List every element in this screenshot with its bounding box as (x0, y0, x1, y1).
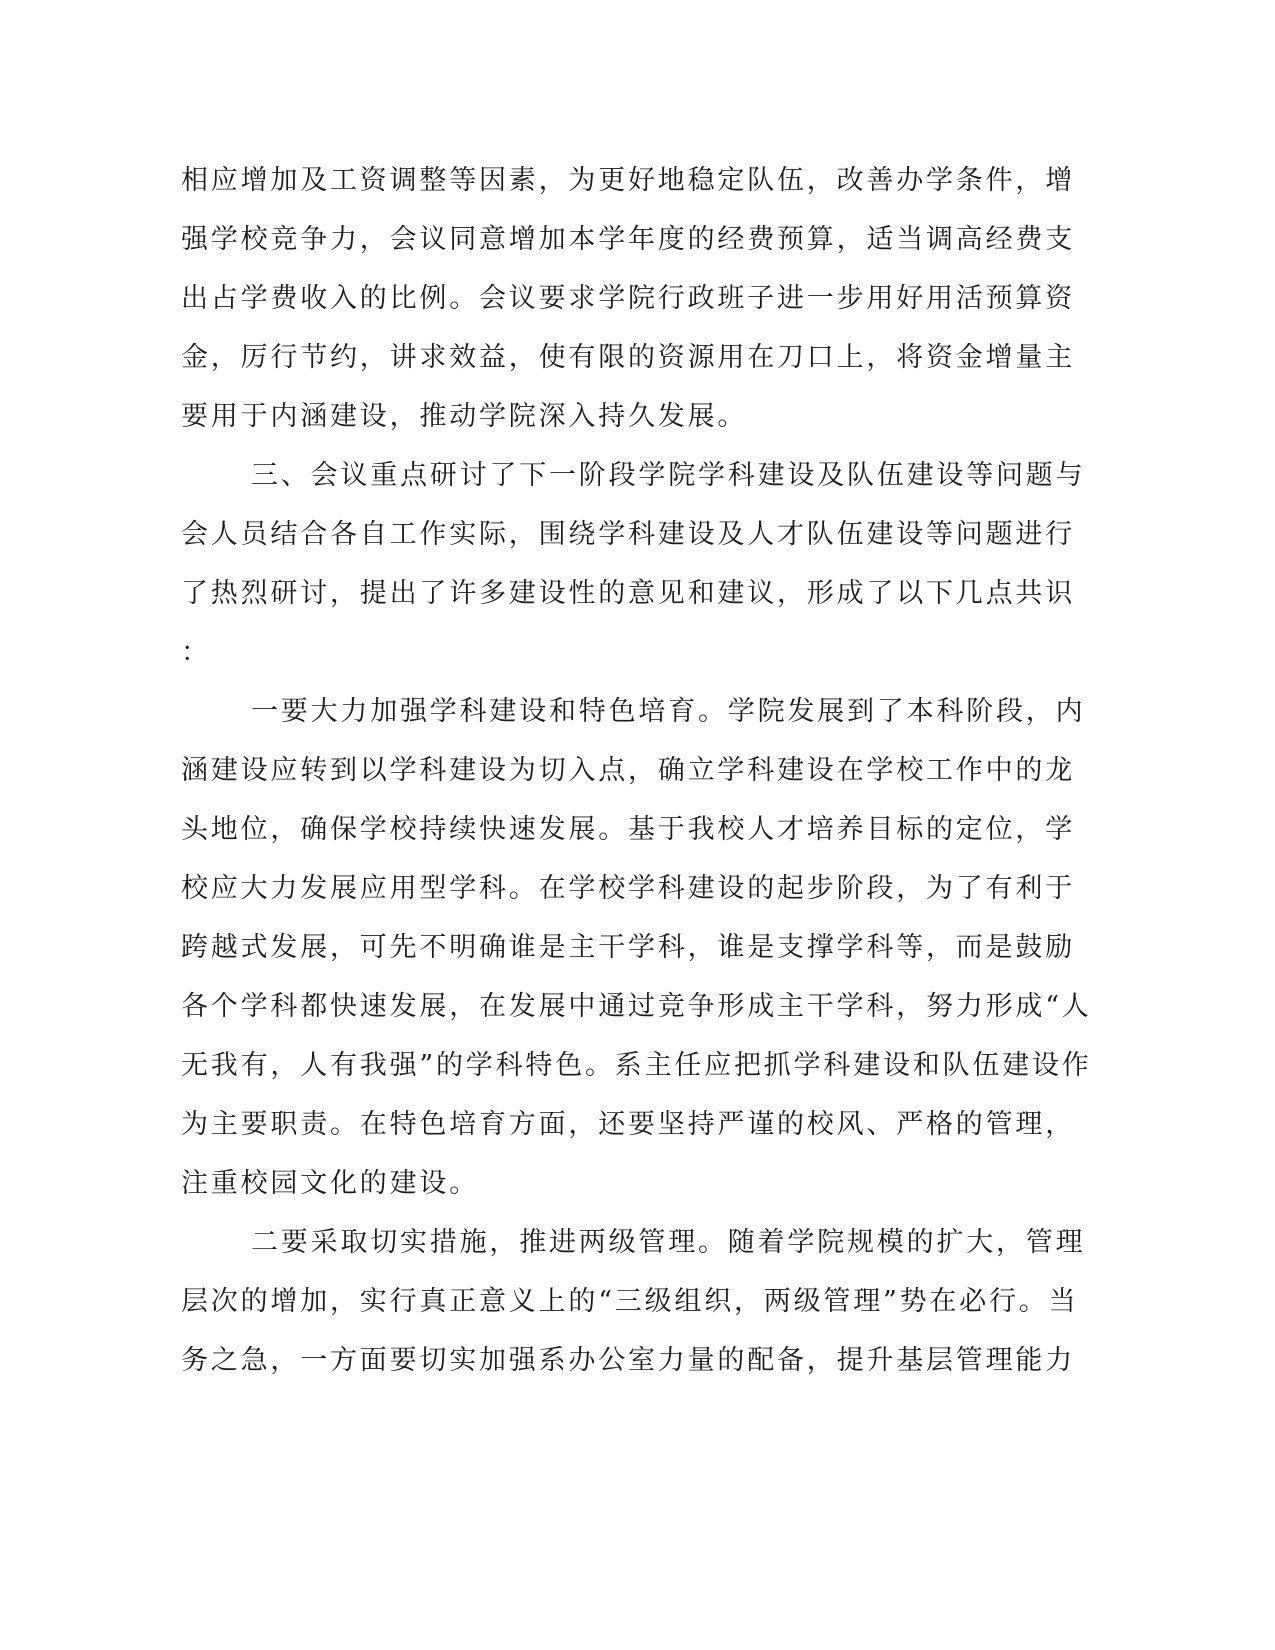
text-line: 出占学费收入的比例。会议要求学院行政班子进一步用好用活预算资 (181, 283, 1075, 314)
text-line: 了热烈研讨，提出了许多建设性的意见和建议，形成了以下几点共识 (181, 578, 1075, 609)
text-line: 为主要职责。在特色培育方面，还要坚持严谨的校风、严格的管理， (181, 1109, 1075, 1140)
text-line: 务之急，一方面要切实加强系办公室力量的配备，提升基层管理能力 (181, 1345, 1075, 1376)
text-line: 一要大力加强学科建设和特色培育。学院发展到了本科阶段，内 (251, 696, 1086, 727)
text-line: 各个学科都快速发展，在发展中通过竞争形成主干学科，努力形成“人 (181, 991, 1092, 1022)
text-line: 要用于内涵建设，推动学院深入持久发展。 (181, 401, 748, 432)
text-line: 强学校竞争力，会议同意增加本学年度的经费预算，适当调高经费支 (181, 224, 1075, 255)
text-line: 跨越式发展，可先不明确谁是主干学科，谁是支撑学科等，而是鼓励 (181, 932, 1075, 963)
text-line: 相应增加及工资调整等因素，为更好地稳定队伍，改善办学条件，增 (181, 165, 1075, 196)
text-line: 无我有，人有我强”的学科特色。系主任应把抓学科建设和队伍建设作 (181, 1050, 1092, 1081)
text-line: 头地位，确保学校持续快速发展。基于我校人才培养目标的定位，学 (181, 814, 1075, 845)
text-line: 会人员结合各自工作实际，围绕学科建设及人才队伍建设等问题进行 (181, 519, 1075, 550)
text-line: ： (181, 637, 211, 668)
text-line: 金，厉行节约，讲求效益，使有限的资源用在刀口上，将资金增量主 (181, 342, 1075, 373)
text-line: 校应大力发展应用型学科。在学校学科建设的起步阶段，为了有利于 (181, 873, 1075, 904)
text-line: 层次的增加，实行真正意义上的“三级组织，两级管理”势在必行。当 (181, 1286, 1079, 1317)
text-line: 三、会议重点研讨了下一阶段学院学科建设及队伍建设等问题与 (251, 460, 1086, 491)
text-line: 注重校园文化的建设。 (181, 1168, 479, 1199)
text-line: 二要采取切实措施，推进两级管理。随着学院规模的扩大，管理 (251, 1227, 1086, 1258)
text-line: 涵建设应转到以学科建设为切入点，确立学科建设在学校工作中的龙 (181, 755, 1075, 786)
